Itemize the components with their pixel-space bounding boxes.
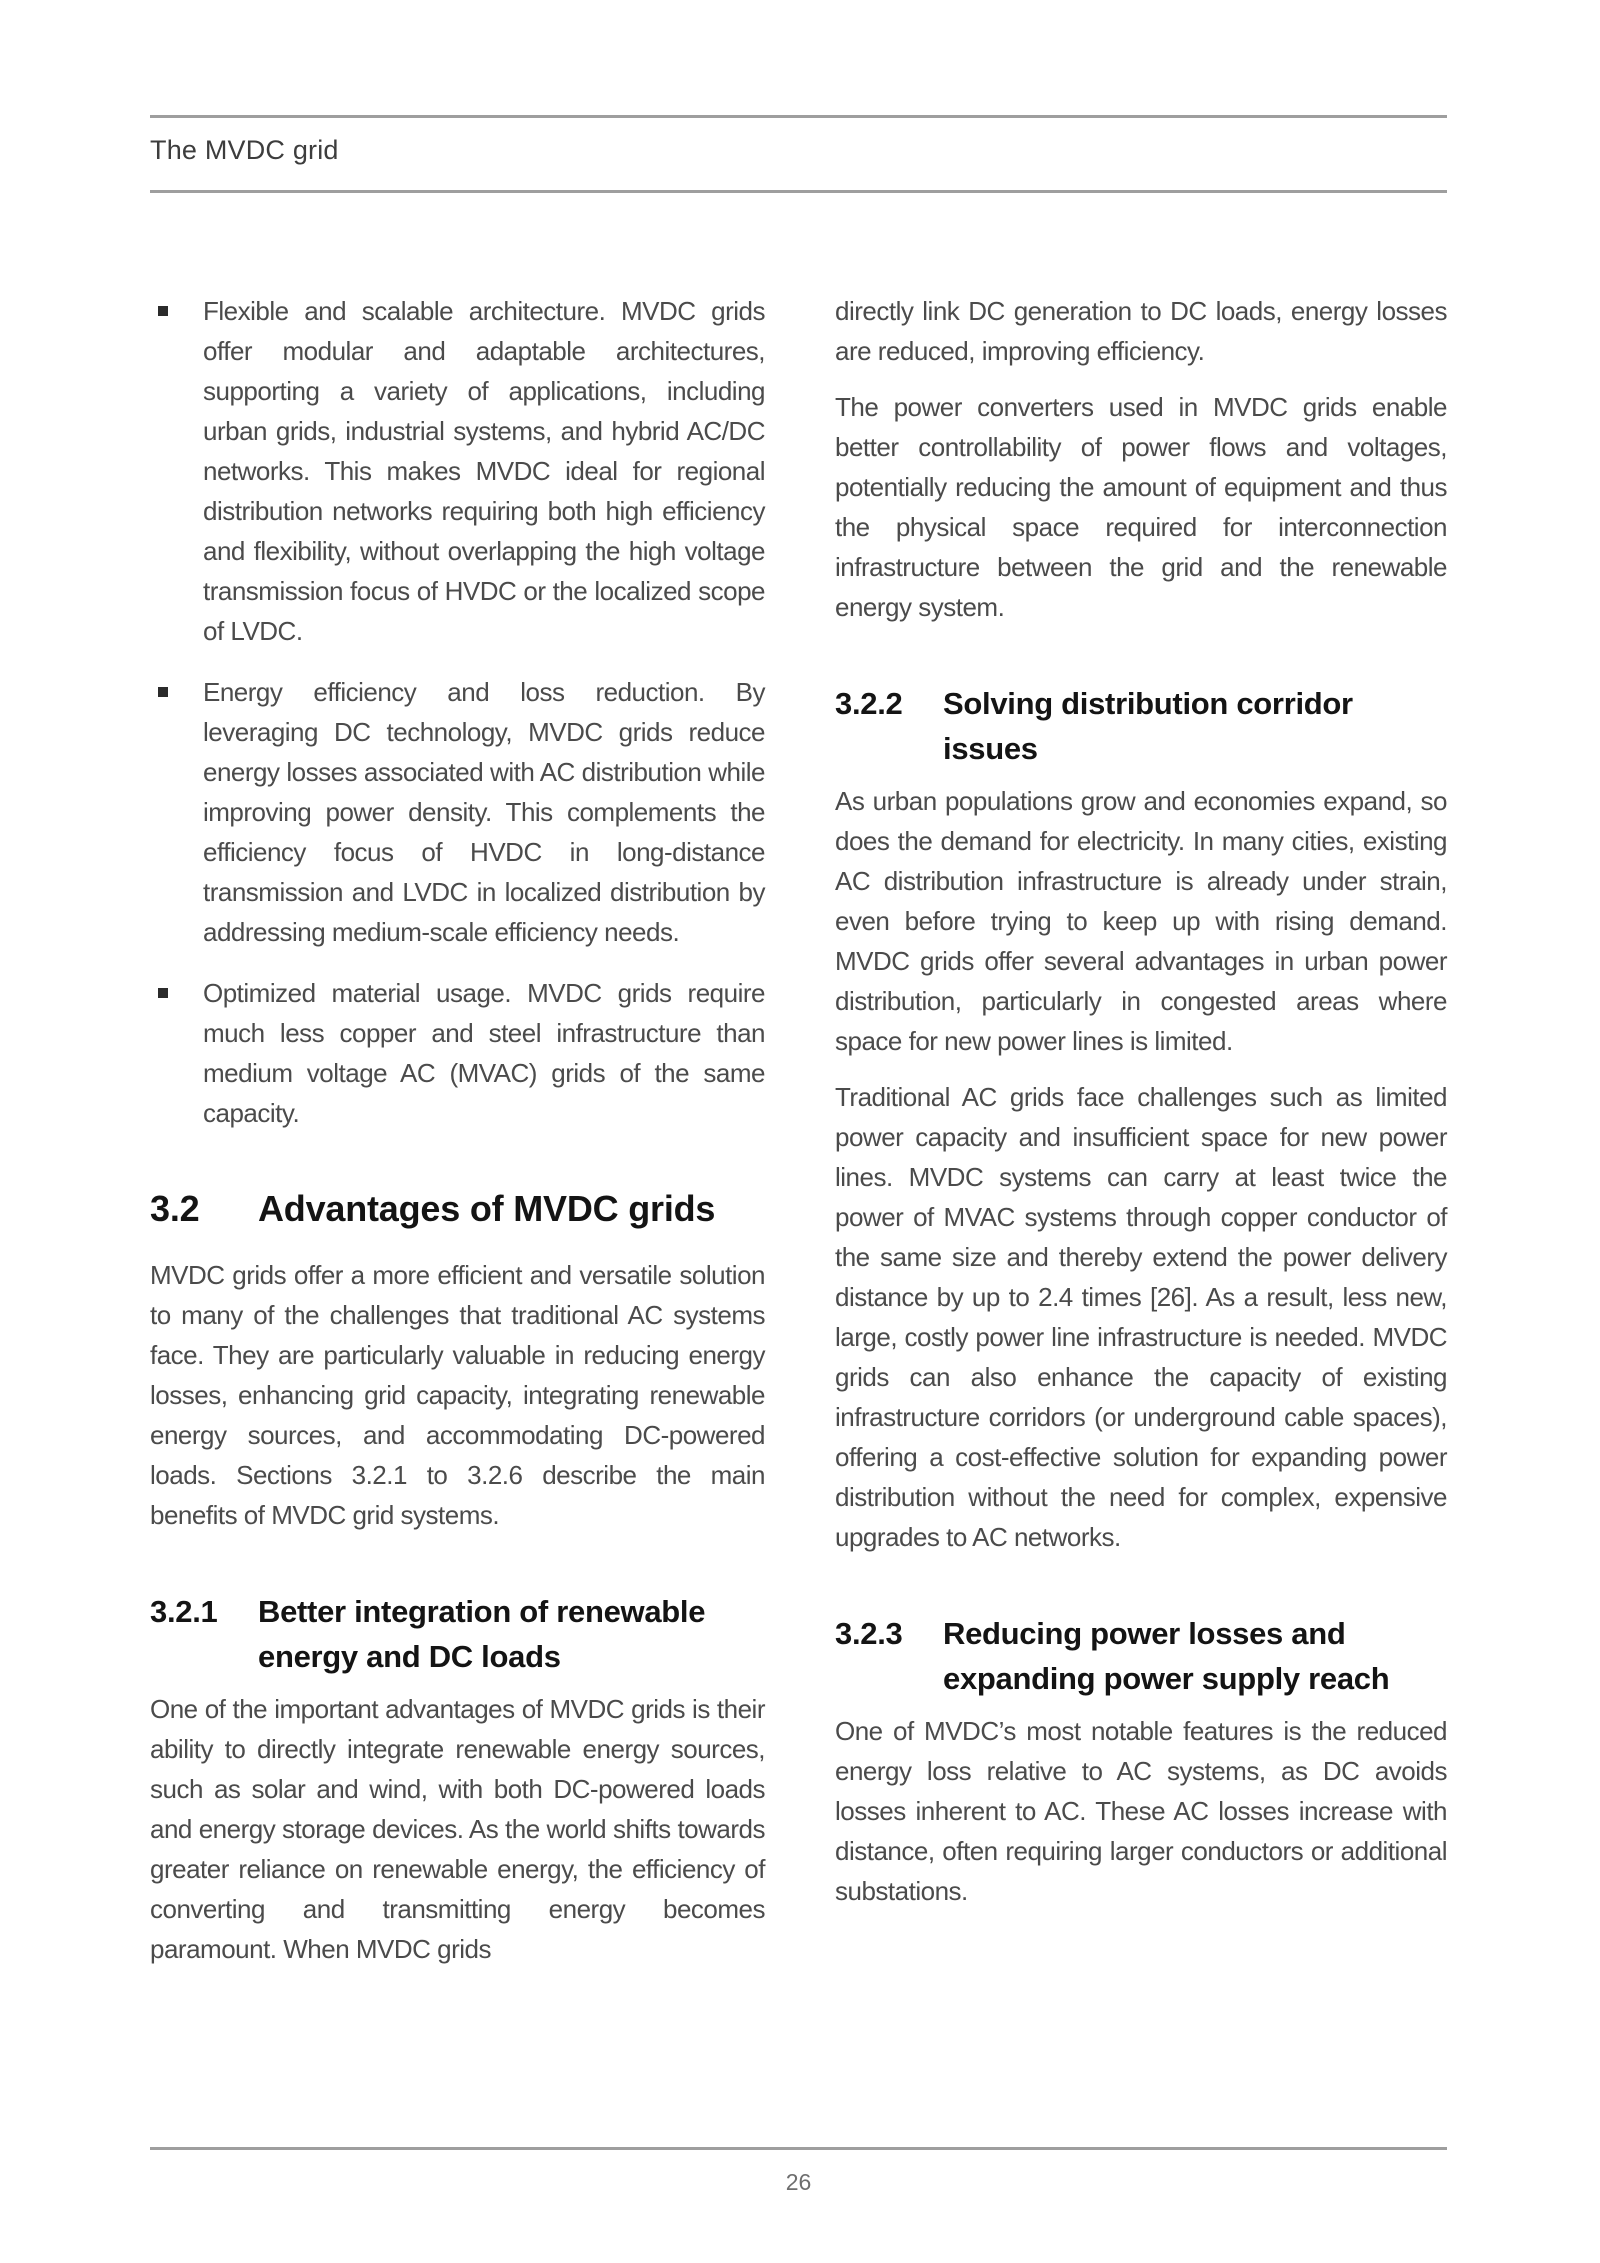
paragraph: The power converters used in MVDC grids enable better controllability of power flows and voltages, potentially reducing the amount of equipment and thus the physical space required for interconnection infrastructure between the grid and the renewable energy system. [835, 392, 1447, 622]
paragraph: As urban populations grow and economies expand, so does the demand for electricity. In many cities, existing AC distribution infrastructure is already under strain, even before trying to keep up with rising demand. MVDC grids offer several advantages in urban power distribution, particularly in congested areas where space for new power lines is limited. [835, 786, 1447, 1056]
section-number: 3.2.2 [835, 686, 903, 721]
left-column [150, 291, 765, 1985]
bullet-text: Energy efficiency and loss reduction. By leveraging DC technology, MVDC grids reduce energy losses associated with AC distribution while improving power density. This complements the efficiency focus of HVDC in long-distance transmission and LVDC in localized distribution by addressing medium-scale efficiency needs. [203, 677, 765, 947]
section-heading-3-2-1 [150, 1589, 765, 1679]
bullet-item [150, 672, 765, 952]
header-rule-top [150, 115, 1447, 118]
right-column [835, 291, 1447, 1927]
section-heading-3-2 [150, 1187, 765, 1231]
paragraph: directly link DC generation to DC loads, energy losses are reduced, improving efficiency. [835, 296, 1447, 366]
page-number: 26 [785, 2169, 812, 2195]
header-rule-bottom [150, 190, 1447, 193]
section-number: 3.2.3 [835, 1616, 903, 1651]
paragraph: One of MVDC’s most notable features is the reduced energy loss relative to AC systems, as DC avoids losses inherent to AC. These AC losses increase with distance, often requiring larger conductors or additional substations. [835, 1716, 1447, 1906]
section-number: 3.2 [150, 1188, 200, 1229]
bullet-item [150, 291, 765, 651]
footer-rule [150, 2147, 1447, 2150]
paragraph: Traditional AC grids face challenges such as limited power capacity and insufficient space for new power lines. MVDC systems can carry at least twice the power of MVAC systems through copper conductor of the same size and thereby extend the power delivery distance by up to 2.4 times [26]. As a result, less new, large, costly power line infrastructure is needed. MVDC grids can also enhance the capacity of existing infrastructure corridors (or underground cable spaces), offering a cost-effective solution for expanding power distribution without the need for complex, expensive upgrades to AC networks. [835, 1082, 1447, 1552]
paragraph: MVDC grids offer a more efficient and versatile solution to many of the challenges that traditional AC systems face. They are particularly valuable in reducing energy losses, enhancing grid capacity, integrating renewable energy sources, and accommodating DC-powered loads. Sections 3.2.1 to 3.2.6 describe the main benefits of MVDC grid systems. [150, 1260, 765, 1530]
section-title: Solving distribution corridor issues [943, 686, 1353, 766]
section-number: 3.2.1 [150, 1594, 218, 1629]
section-title: Reducing power losses and expanding power supply reach [943, 1616, 1390, 1696]
section-heading-3-2-3 [835, 1611, 1447, 1701]
bullet-square-icon [158, 687, 168, 697]
bullet-item [150, 973, 765, 1133]
bullet-text: Optimized material usage. MVDC grids require much less copper and steel infrastructure than medium voltage AC (MVAC) grids of the same capacity. [203, 978, 765, 1128]
bullet-square-icon [158, 988, 168, 998]
section-title: Better integration of renewable energy and DC loads [258, 1594, 706, 1674]
paragraph: One of the important advantages of MVDC grids is their ability to directly integrate renewable energy sources, such as solar and wind, with both DC-powered loads and energy storage devices. As the world shifts towards greater reliance on renewable energy, the efficiency of converting and transmitting energy becomes paramount. When MVDC grids [150, 1694, 765, 1964]
section-heading-3-2-2 [835, 681, 1447, 771]
page-title: The MVDC grid [150, 135, 339, 165]
section-title: Advantages of MVDC grids [258, 1188, 716, 1229]
bullet-square-icon [158, 306, 168, 316]
bullet-list [150, 291, 765, 1133]
bullet-text: Flexible and scalable architecture. MVDC grids offer modular and adaptable architectures, supporting a variety of applications, including urban grids, industrial systems, and hybrid AC/DC networks. This makes MVDC ideal for regional distribution networks requiring both high efficiency and flexibility, without overlapping the high voltage transmission focus of HVDC or the localized scope of LVDC. [203, 296, 765, 646]
